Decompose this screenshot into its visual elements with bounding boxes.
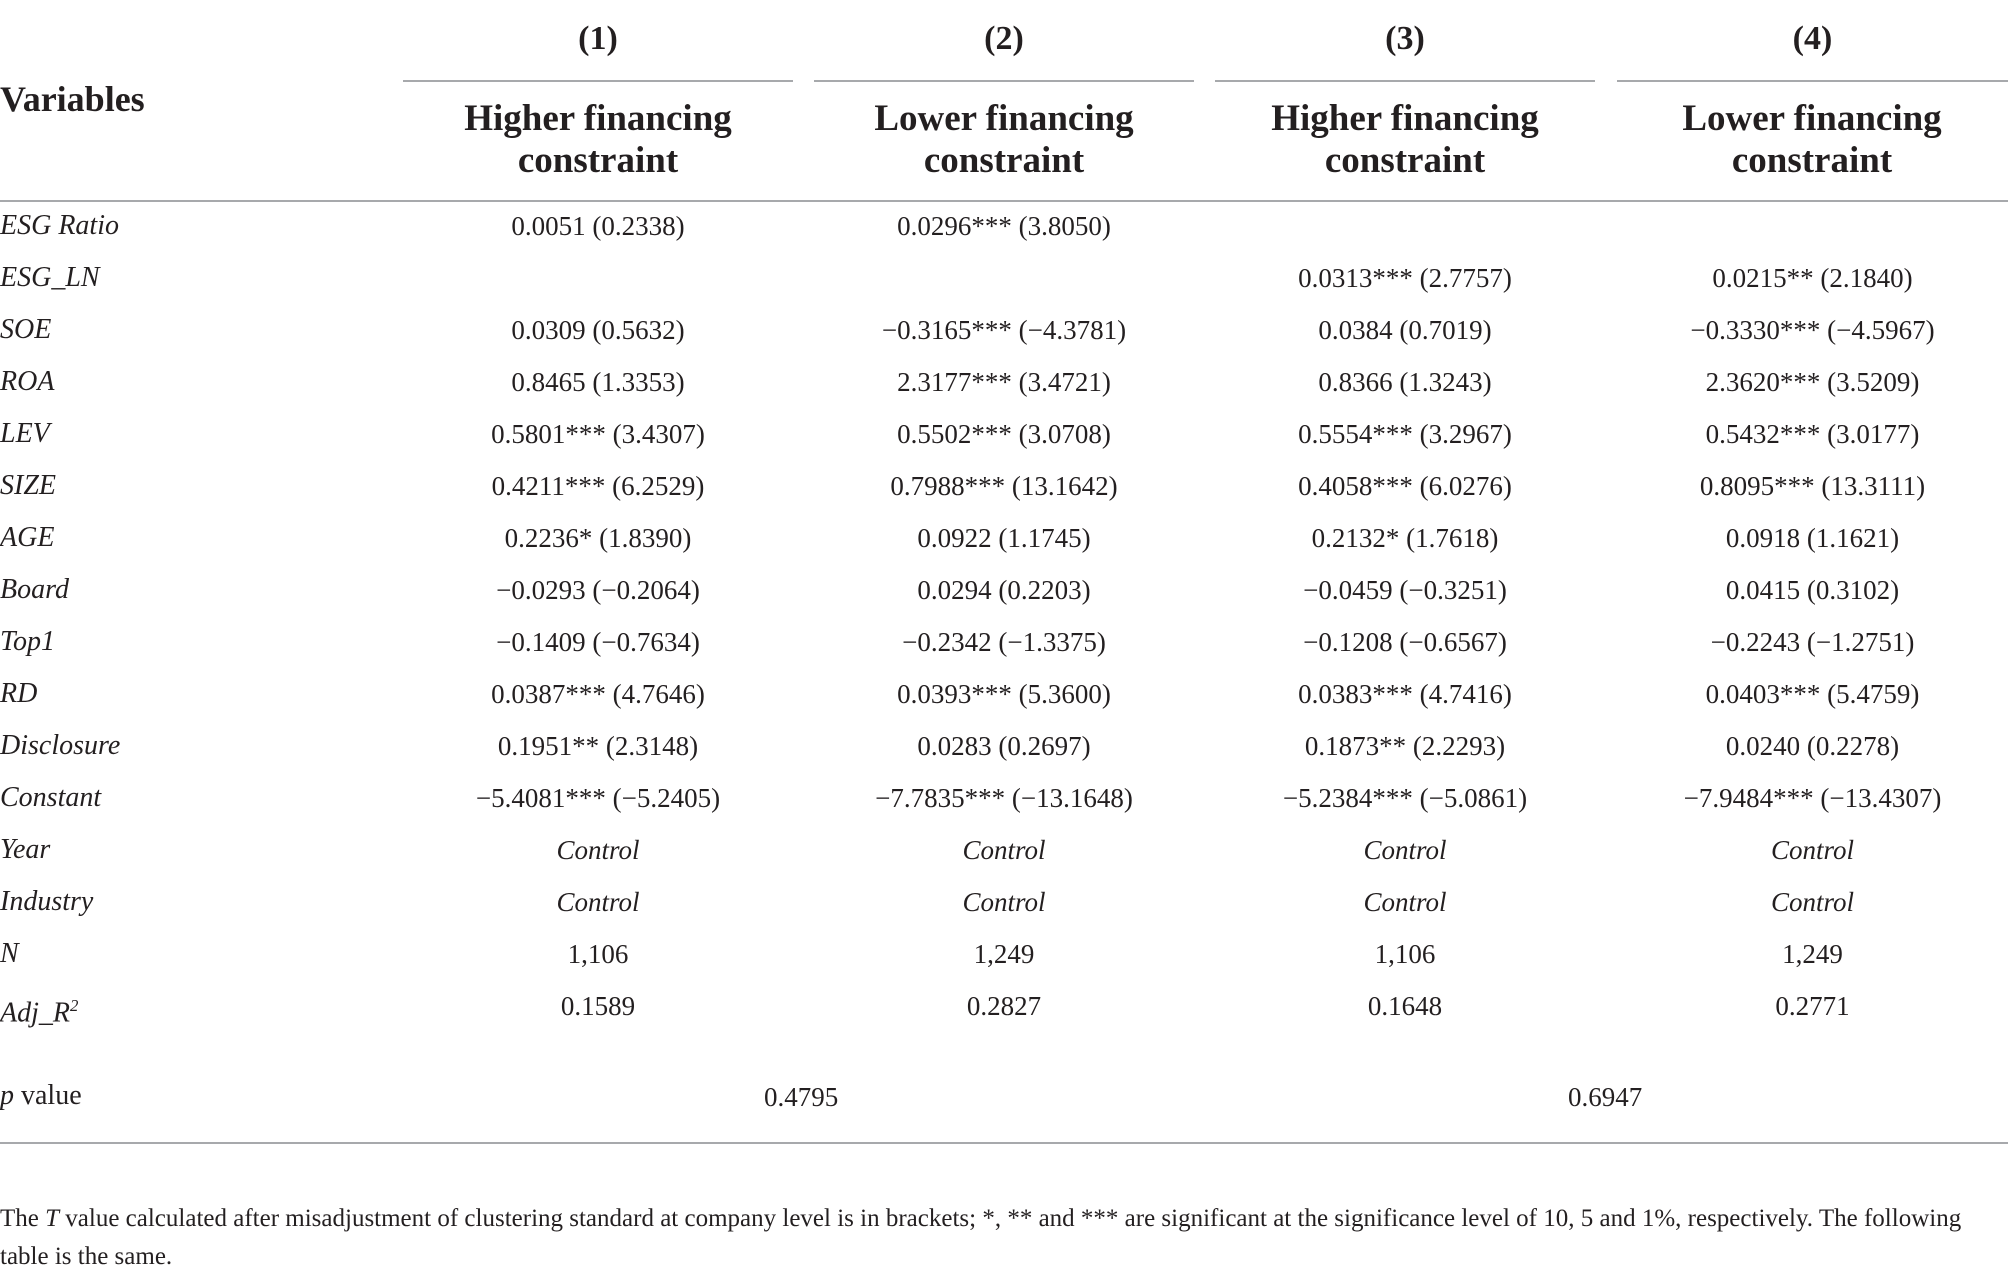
row-label: SIZE <box>0 470 56 501</box>
column-heading-2: Lower financing constraint <box>874 98 1134 181</box>
row-label: Board <box>0 574 69 605</box>
table-row-disclosure <box>0 720 2008 772</box>
table-row-industry <box>0 876 2008 928</box>
table-row-esg-ratio <box>0 200 2008 252</box>
table-cell: Control <box>1770 887 1855 917</box>
table-cell: 0.5801*** (3.4307) <box>491 419 705 449</box>
table-cell: −0.1208 (−0.6567) <box>1303 627 1507 657</box>
table-cell: 0.5554*** (3.2967) <box>1298 419 1512 449</box>
column-heading-3: Higher financing constraint <box>1271 98 1539 181</box>
table-cell: 0.0294 (0.2203) <box>917 575 1091 605</box>
column-number-2: (2) <box>984 20 1024 57</box>
table-cell: 1,106 <box>1374 939 1436 969</box>
table-cell: 0.0296*** (3.8050) <box>897 211 1111 241</box>
table-cell: 0.0387*** (4.7646) <box>491 679 705 709</box>
table-cell: −0.1409 (−0.7634) <box>496 627 700 657</box>
column-number-1: (1) <box>578 20 618 57</box>
table-cell: −0.0459 (−0.3251) <box>1303 575 1507 605</box>
table-cell: Control <box>1363 835 1447 865</box>
table-cell: 0.0383*** (4.7416) <box>1298 679 1512 709</box>
column-heading-4: Lower financing constraint <box>1682 98 1942 181</box>
table-cell: 0.8465 (1.3353) <box>511 367 685 397</box>
table-row-size <box>0 460 2008 512</box>
table-cell: 0.0415 (0.3102) <box>1725 575 1900 605</box>
table-cell: 0.1873** (2.2293) <box>1304 731 1506 761</box>
table-cell: 0.0309 (0.5632) <box>511 315 685 345</box>
table-cell: −0.0293 (−0.2064) <box>496 575 700 605</box>
row-label: AGE <box>0 522 55 553</box>
p-value-columns-3-4: 0.6947 <box>1568 1082 1643 1112</box>
row-label: Disclosure <box>0 730 121 761</box>
table-cell: 0.1589 <box>560 991 636 1021</box>
table-cell: 0.0313*** (2.7757) <box>1298 263 1512 293</box>
footnote-post: value calculated after misadjustment of clustering standard at company level is in brackets; *, ** and *** are significant at the significance level of 10, 5 and 1%, respectively. The following table is the same. <box>0 1205 1962 1270</box>
table-cell: Control <box>962 887 1046 917</box>
table-cell: −0.2342 (−1.3375) <box>902 627 1106 657</box>
table-cell: 2.3620*** (3.5209) <box>1705 367 1920 397</box>
table-cell: 0.0384 (0.7019) <box>1318 315 1492 345</box>
table-cell: 0.7988*** (13.1642) <box>890 471 1118 501</box>
row-label: Year <box>0 834 51 865</box>
table-cell: Control <box>1363 887 1447 917</box>
table-cell: −7.9484*** (−13.4307) <box>1683 783 1942 813</box>
row-label: RD <box>0 678 38 709</box>
table-row-soe <box>0 304 2008 356</box>
table-cell: −7.7835*** (−13.1648) <box>875 783 1133 813</box>
table-cell: 0.2132* (1.7618) <box>1311 523 1499 553</box>
column-heading-1: Higher financing constraint <box>464 98 732 181</box>
table-cell: 0.0922 (1.1745) <box>917 523 1091 553</box>
table-cell: 0.0283 (0.2697) <box>917 731 1091 761</box>
table-row-adj-r2 <box>0 980 2008 1032</box>
column-rule-4 <box>1617 80 2008 82</box>
table-cell: 0.2236* (1.8390) <box>504 523 692 553</box>
table-row-esg-ln <box>0 252 2008 304</box>
table-cell: −5.2384*** (−5.0861) <box>1282 783 1528 813</box>
column-rule-1 <box>403 80 793 82</box>
row-label: Constant <box>0 782 102 813</box>
table-cell: Control <box>1770 835 1855 865</box>
table-row-rd <box>0 668 2008 720</box>
row-label-text: Adj_R <box>0 997 70 1029</box>
table-row-board <box>0 564 2008 616</box>
row-label: ESG Ratio <box>0 210 119 241</box>
table-row-lev <box>0 408 2008 460</box>
row-label <box>0 980 78 1039</box>
table-cell: 0.0051 (0.2338) <box>511 211 685 241</box>
table-cell: Control <box>556 835 640 865</box>
table-cell: 1,249 <box>973 939 1035 969</box>
row-label: ROA <box>0 366 55 397</box>
table-row-year <box>0 824 2008 876</box>
table-cell: 0.0393*** (5.3600) <box>897 679 1111 709</box>
table-cell: −0.3330*** (−4.5967) <box>1690 315 1935 345</box>
row-label: LEV <box>0 418 50 449</box>
table-cell: 0.1648 <box>1367 991 1443 1021</box>
table-cell: 1,106 <box>567 939 629 969</box>
p-value-label-rest: value <box>14 1080 82 1111</box>
table-cell: 0.2771 <box>1775 991 1850 1021</box>
table-row-age <box>0 512 2008 564</box>
p-value-columns-1-2: 0.4795 <box>764 1082 839 1112</box>
table-footnote <box>0 1200 2000 1276</box>
table-cell: 0.0403*** (5.4759) <box>1705 679 1920 709</box>
p-value-label <box>0 1080 82 1112</box>
table-cell: 0.0215** (2.1840) <box>1712 263 1913 293</box>
table-cell: 0.5502*** (3.0708) <box>897 419 1111 449</box>
table-cell: −5.4081*** (−5.2405) <box>475 783 721 813</box>
table-cell: 1,249 <box>1782 939 1843 969</box>
table-cell: 0.8095*** (13.3111) <box>1699 471 1926 501</box>
table-row-constant <box>0 772 2008 824</box>
table-cell: −0.3165*** (−4.3781) <box>881 315 1127 345</box>
p-value-label-italic: p <box>0 1080 14 1111</box>
table-cell: 0.8366 (1.3243) <box>1318 367 1492 397</box>
column-rule-3 <box>1215 80 1595 82</box>
table-row-n <box>0 928 2008 980</box>
row-label: Top1 <box>0 626 56 657</box>
bottom-rule <box>0 1142 2008 1144</box>
table-cell: 0.2827 <box>966 991 1042 1021</box>
table-row-roa <box>0 356 2008 408</box>
row-label: SOE <box>0 314 52 345</box>
row-label: Industry <box>0 886 94 917</box>
row-label: ESG_LN <box>0 262 100 293</box>
table-cell: 0.0240 (0.2278) <box>1725 731 1900 761</box>
row-label: N <box>0 938 19 969</box>
table-cell: 0.1951** (2.3148) <box>497 731 699 761</box>
table-cell: 2.3177*** (3.4721) <box>897 367 1111 397</box>
footnote-pre: The <box>0 1205 46 1232</box>
table-row-top1 <box>0 616 2008 668</box>
table-cell: 0.4058*** (6.0276) <box>1298 471 1512 501</box>
table-cell: Control <box>962 835 1046 865</box>
table-cell: 0.5432*** (3.0177) <box>1705 419 1920 449</box>
table-cell: 0.4211*** (6.2529) <box>491 471 705 501</box>
row-label-superscript: 2 <box>70 996 79 1015</box>
column-number-3: (3) <box>1385 20 1425 57</box>
table-cell: −0.2243 (−1.2751) <box>1710 627 1915 657</box>
table-cell: 0.0918 (1.1621) <box>1725 523 1900 553</box>
table-cell: Control <box>556 887 640 917</box>
column-rule-2 <box>814 80 1194 82</box>
column-number-4: (4) <box>1792 20 1833 57</box>
variables-header: Variables <box>0 79 145 119</box>
footnote-italic: T <box>45 1205 60 1232</box>
